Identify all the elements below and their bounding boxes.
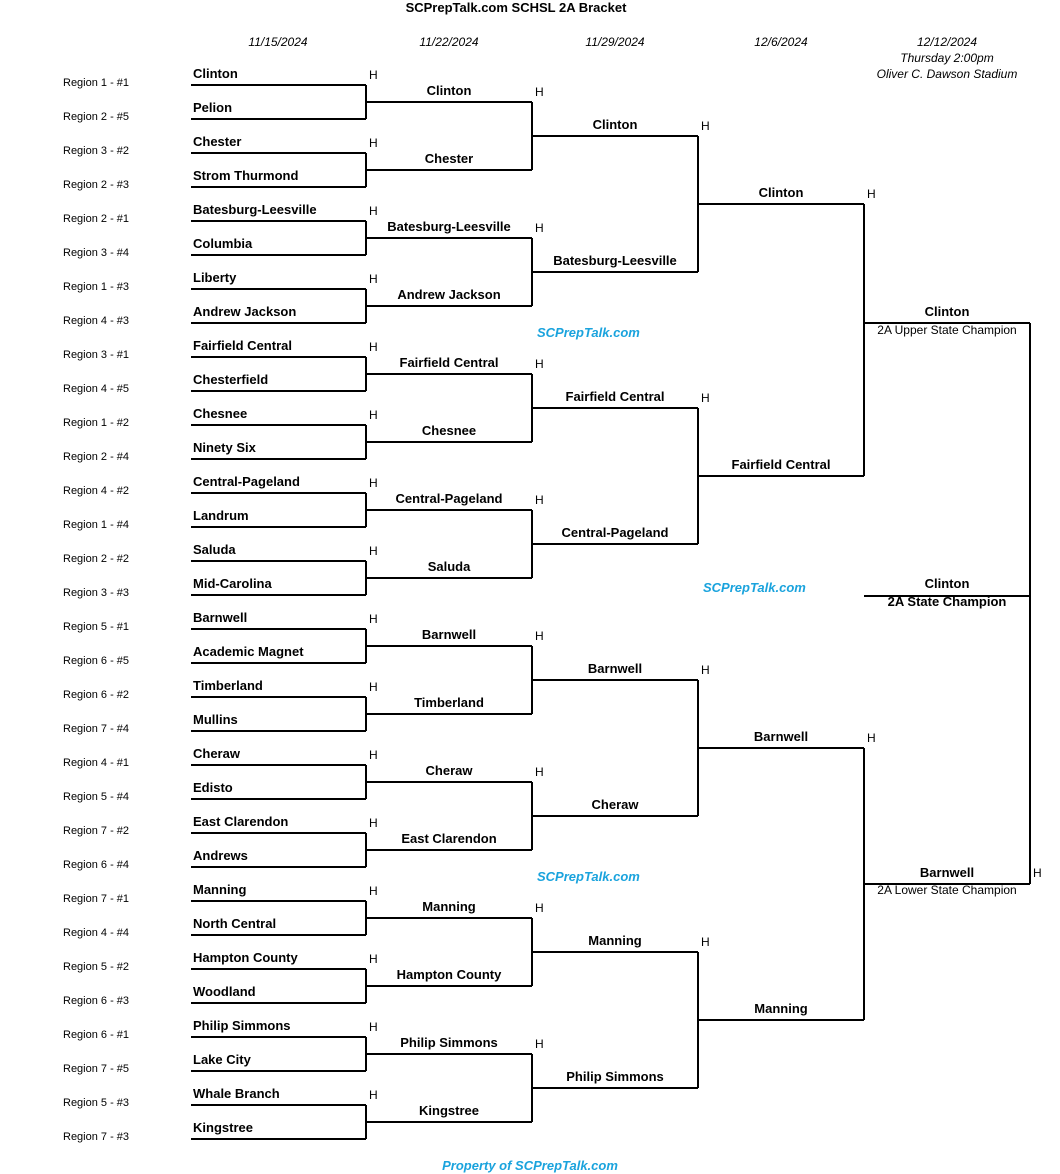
- seed-label: Region 2 - #2: [63, 553, 130, 565]
- winner-name: East Clarendon: [401, 831, 497, 846]
- home-marker: H: [369, 1088, 378, 1102]
- team-name: Andrews: [193, 848, 248, 863]
- home-marker: H: [701, 663, 710, 677]
- seed-label: Region 5 - #1: [63, 621, 130, 633]
- watermark: SCPrepTalk.com: [703, 580, 806, 595]
- lower-champion-name: Barnwell: [919, 865, 975, 880]
- home-marker: H: [701, 119, 710, 133]
- date-round-1: 11/15/2024: [248, 35, 308, 49]
- team-name: Timberland: [193, 678, 263, 693]
- home-marker: H: [369, 68, 378, 82]
- seed-label: Region 4 - #4: [63, 927, 130, 939]
- home-marker: H: [867, 731, 876, 745]
- home-marker: H: [701, 935, 710, 949]
- team-name: Philip Simmons: [193, 1018, 291, 1033]
- seed-label: Region 4 - #5: [63, 383, 130, 395]
- home-marker: H: [369, 544, 378, 558]
- home-marker: H: [535, 629, 544, 643]
- team-name: Woodland: [193, 984, 256, 999]
- final-venue: Oliver C. Dawson Stadium: [876, 67, 1018, 81]
- team-name: Barnwell: [193, 610, 248, 625]
- state-champion-label: 2A State Champion: [887, 594, 1007, 609]
- page-title: SCPrepTalk.com SCHSL 2A Bracket: [405, 0, 627, 15]
- home-marker: H: [535, 85, 544, 99]
- seed-label: Region 3 - #2: [63, 145, 130, 157]
- seed-label: Region 7 - #4: [63, 723, 130, 735]
- seed-label: Region 2 - #4: [63, 451, 130, 463]
- seed-label: Region 6 - #5: [63, 655, 130, 667]
- seed-label: Region 5 - #2: [63, 961, 130, 973]
- seed-label: Region 3 - #3: [63, 587, 130, 599]
- home-marker: H: [369, 136, 378, 150]
- winner-name: Batesburg-Leesville: [387, 219, 511, 234]
- team-name: North Central: [193, 916, 277, 931]
- team-name: Lake City: [193, 1052, 251, 1067]
- seed-label: Region 4 - #2: [63, 485, 130, 497]
- home-marker: H: [535, 357, 544, 371]
- home-marker: H: [867, 187, 876, 201]
- home-marker: H: [369, 408, 378, 422]
- seed-label: Region 2 - #3: [63, 179, 130, 191]
- seed-label: Region 5 - #4: [63, 791, 130, 803]
- winner-name: Chester: [424, 151, 474, 166]
- team-name: Academic Magnet: [193, 644, 304, 659]
- seed-label: Region 4 - #3: [63, 315, 130, 327]
- seed-label: Region 6 - #3: [63, 995, 130, 1007]
- team-name: Hampton County: [193, 950, 298, 965]
- footer-credit: Property of SCPrepTalk.com: [442, 1158, 618, 1173]
- upper-champion-name: Clinton: [924, 304, 970, 319]
- home-marker: H: [1033, 866, 1042, 880]
- team-name: Whale Branch: [193, 1086, 280, 1101]
- team-name: Mid-Carolina: [193, 576, 272, 591]
- home-marker: H: [369, 884, 378, 898]
- winner-name: Manning: [422, 899, 476, 914]
- seed-label: Region 7 - #1: [63, 893, 130, 905]
- winner-name: Barnwell: [587, 661, 643, 676]
- watermark: SCPrepTalk.com: [537, 325, 640, 340]
- team-name: Columbia: [193, 236, 253, 251]
- home-marker: H: [369, 476, 378, 490]
- winner-name: Saluda: [427, 559, 471, 574]
- lower-champion-label: 2A Lower State Champion: [877, 883, 1017, 897]
- winner-name: Fairfield Central: [565, 389, 665, 404]
- team-name: Central-Pageland: [193, 474, 300, 489]
- winner-name: Cheraw: [591, 797, 639, 812]
- winner-name: Hampton County: [396, 967, 502, 982]
- seed-label: Region 5 - #3: [63, 1097, 130, 1109]
- home-marker: H: [369, 1020, 378, 1034]
- watermark: SCPrepTalk.com: [537, 869, 640, 884]
- team-name: Mullins: [193, 712, 238, 727]
- seed-label: Region 3 - #4: [63, 247, 130, 259]
- seed-label: Region 1 - #3: [63, 281, 130, 293]
- team-name: Clinton: [193, 66, 238, 81]
- winner-name: Clinton: [592, 117, 638, 132]
- winner-name: Barnwell: [753, 729, 809, 744]
- team-name: Strom Thurmond: [193, 168, 299, 183]
- winner-name: Manning: [754, 1001, 808, 1016]
- winner-name: Fairfield Central: [731, 457, 831, 472]
- home-marker: H: [369, 816, 378, 830]
- winner-name: Clinton: [758, 185, 804, 200]
- home-marker: H: [535, 1037, 544, 1051]
- home-marker: H: [701, 391, 710, 405]
- team-name: East Clarendon: [193, 814, 289, 829]
- seed-label: Region 6 - #2: [63, 689, 130, 701]
- winner-name: Fairfield Central: [399, 355, 499, 370]
- home-marker: H: [369, 204, 378, 218]
- team-name: Chesnee: [193, 406, 248, 421]
- team-name: Fairfield Central: [193, 338, 292, 353]
- winner-name: Batesburg-Leesville: [553, 253, 677, 268]
- winner-name: Central-Pageland: [395, 491, 503, 506]
- seed-label: Region 4 - #1: [63, 757, 130, 769]
- team-name: Pelion: [193, 100, 233, 115]
- team-name: Liberty: [193, 270, 237, 285]
- team-name: Chester: [193, 134, 242, 149]
- team-name: Ninety Six: [193, 440, 256, 455]
- date-round-4: 12/6/2024: [754, 35, 808, 49]
- home-marker: H: [369, 748, 378, 762]
- winner-name: Philip Simmons: [566, 1069, 664, 1084]
- home-marker: H: [369, 680, 378, 694]
- state-champion-name: Clinton: [924, 576, 970, 591]
- team-name: Manning: [193, 882, 247, 897]
- winner-name: Kingstree: [419, 1103, 479, 1118]
- final-time: Thursday 2:00pm: [900, 51, 994, 65]
- team-name: Edisto: [193, 780, 233, 795]
- home-marker: H: [369, 272, 378, 286]
- winner-name: Chesnee: [421, 423, 477, 438]
- winner-name: Clinton: [426, 83, 472, 98]
- team-name: Andrew Jackson: [193, 304, 297, 319]
- winner-name: Timberland: [414, 695, 484, 710]
- seed-label: Region 1 - #1: [63, 77, 130, 89]
- seed-label: Region 7 - #3: [63, 1131, 130, 1143]
- winner-name: Andrew Jackson: [397, 287, 501, 302]
- seed-label: Region 7 - #2: [63, 825, 130, 837]
- upper-champion-label: 2A Upper State Champion: [877, 323, 1017, 337]
- date-final: 12/12/2024: [916, 35, 978, 49]
- home-marker: H: [535, 221, 544, 235]
- home-marker: H: [535, 765, 544, 779]
- winner-name: Philip Simmons: [400, 1035, 498, 1050]
- home-marker: H: [535, 901, 544, 915]
- home-marker: H: [535, 493, 544, 507]
- team-name: Cheraw: [193, 746, 240, 761]
- team-name: Kingstree: [193, 1120, 253, 1135]
- home-marker: H: [369, 952, 378, 966]
- seed-label: Region 7 - #5: [63, 1063, 130, 1075]
- seed-label: Region 6 - #1: [63, 1029, 130, 1041]
- seed-label: Region 3 - #1: [63, 349, 130, 361]
- team-name: Saluda: [193, 542, 236, 557]
- seed-label: Region 2 - #5: [63, 111, 130, 123]
- winner-name: Cheraw: [425, 763, 473, 778]
- seed-label: Region 1 - #2: [63, 417, 130, 429]
- winner-name: Central-Pageland: [561, 525, 669, 540]
- winner-name: Manning: [588, 933, 642, 948]
- team-name: Batesburg-Leesville: [193, 202, 317, 217]
- date-round-2: 11/22/2024: [419, 35, 479, 49]
- winner-name: Barnwell: [421, 627, 477, 642]
- team-name: Chesterfield: [193, 372, 269, 387]
- date-round-3: 11/29/2024: [585, 35, 645, 49]
- team-name: Landrum: [193, 508, 249, 523]
- home-marker: H: [369, 612, 378, 626]
- seed-label: Region 2 - #1: [63, 213, 130, 225]
- seed-label: Region 1 - #4: [63, 519, 130, 531]
- seed-label: Region 6 - #4: [63, 859, 130, 871]
- home-marker: H: [369, 340, 378, 354]
